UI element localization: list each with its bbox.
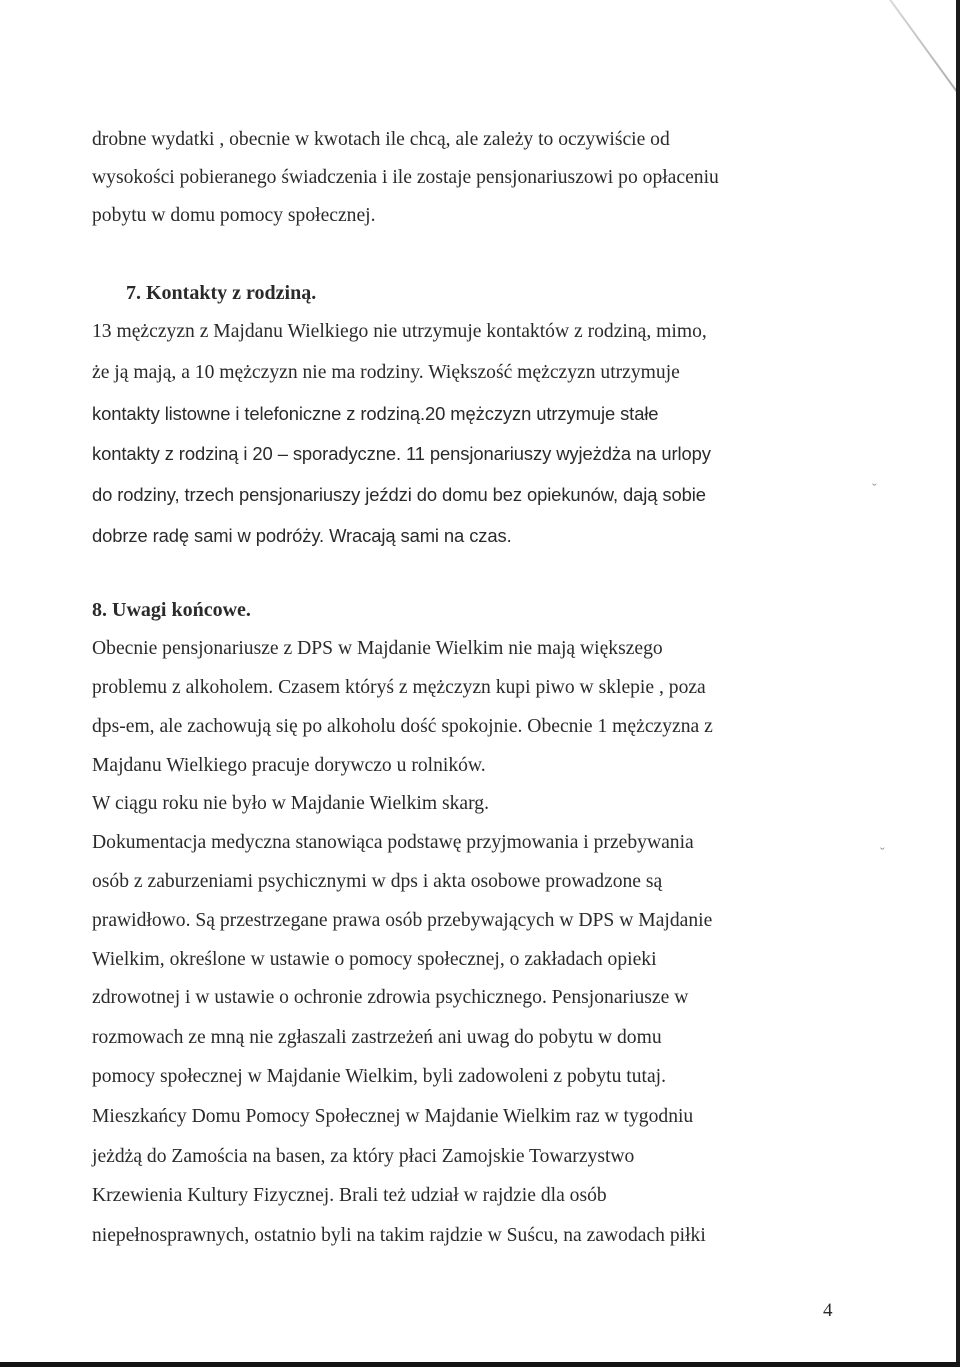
paragraph-line: pomocy społecznej w Majdanie Wielkim, byli zadowoleni z pobytu tutaj. [92, 1066, 667, 1087]
section-heading-final-remarks: 8. Uwagi końcowe. [92, 599, 251, 621]
paragraph-line: Wielkim, określone w ustawie o pomocy społecznej, o zakładach opieki [92, 949, 657, 970]
paragraph-line: zdrowotnej i w ustawie o ochronie zdrowia psychicznego. Pensjonariusze w [92, 987, 689, 1008]
paragraph-line: dps-em, ale zachowują się po alkoholu dość spokojnie. Obecnie 1 mężczyzna z [92, 716, 713, 737]
paragraph-line: Majdanu Wielkiego pracuje dorywczo u rolników. [92, 755, 486, 776]
paragraph-line: prawidłowo. Są przestrzegane prawa osób przebywających w DPS w Majdanie [92, 910, 713, 931]
paragraph-line: osób z zaburzeniami psychicznymi w dps i akta osobowe prowadzone są [92, 871, 663, 892]
section-heading-contacts: 7. Kontakty z rodziną. [126, 282, 317, 304]
paragraph-line: drobne wydatki , obecnie w kwotach ile chcą, ale zależy to oczywiście od [92, 129, 670, 150]
paragraph-line: pobytu w domu pomocy społecznej. [92, 205, 376, 226]
paragraph-line: niepełnosprawnych, ostatnio byli na takim rajdzie w Suścu, na zawodach piłki [92, 1225, 706, 1246]
paragraph-line: Obecnie pensjonariusze z DPS w Majdanie Wielkim nie mają większego [92, 638, 663, 659]
scan-mark: ˇ [880, 846, 885, 861]
paragraph-line: problemu z alkoholem. Czasem któryś z mężczyzn kupi piwo w sklepie , poza [92, 677, 706, 698]
paragraph-line: do rodziny, trzech pensjonariuszy jeździ do domu bez opiekunów, dają sobie [92, 484, 706, 505]
paragraph-line: jeżdżą do Zamościa na basen, za który płaci Zamojskie Towarzystwo [92, 1146, 635, 1167]
paragraph-line: Mieszkańcy Domu Pomocy Społecznej w Majdanie Wielkim raz w tygodniu [92, 1106, 694, 1127]
page-number: 4 [823, 1300, 833, 1321]
paragraph-line: Dokumentacja medyczna stanowiąca podstawę przyjmowania i przebywania [92, 832, 694, 853]
page-fold-shadow [860, 0, 960, 170]
paragraph-line: kontakty z rodziną i 20 – sporadyczne. 11 pensjonariuszy wyjeżdża na urlopy [92, 443, 711, 464]
paragraph-line: Krzewienia Kultury Fizycznej. Brali też udział w rajdzie dla osób [92, 1185, 607, 1206]
scan-mark: ˇ [872, 482, 877, 497]
paragraph-line: że ją mają, a 10 mężczyzn nie ma rodziny. Większość mężczyzn utrzymuje [92, 362, 680, 383]
paragraph-line: 13 mężczyzn z Majdanu Wielkiego nie utrzymuje kontaktów z rodziną, mimo, [92, 321, 707, 342]
scan-edge-bottom [0, 1362, 960, 1367]
paragraph-line: rozmowach ze mną nie zgłaszali zastrzeżeń ani uwag do pobytu w domu [92, 1027, 662, 1048]
paragraph-line: kontakty listowne i telefoniczne z rodziną.20 mężczyzn utrzymuje stałe [92, 403, 659, 424]
paragraph-line: dobrze radę sami w podróży. Wracają sami na czas. [92, 525, 512, 546]
paragraph-line: wysokości pobieranego świadczenia i ile zostaje pensjonariuszowi po opłaceniu [92, 167, 719, 188]
paragraph-line: W ciągu roku nie było w Majdanie Wielkim skarg. [92, 793, 489, 814]
scan-edge-right [956, 0, 960, 1367]
